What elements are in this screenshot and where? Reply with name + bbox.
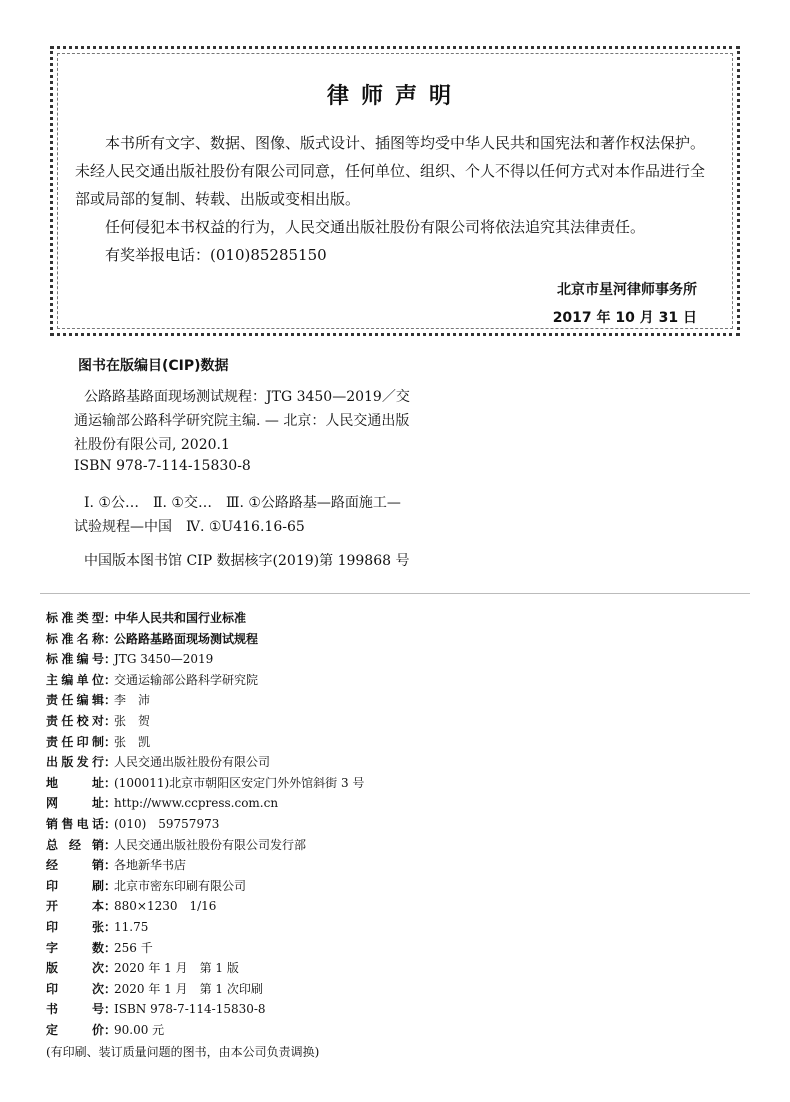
spec-colon: ： — [104, 1022, 117, 1037]
spec-row — [46, 814, 364, 835]
spec-value: 北京市密东印刷有限公司 — [114, 878, 247, 893]
spec-label: 标准名称 — [46, 631, 104, 646]
cip-line: 试验规程—中国 Ⅳ. ①U416.16-65 — [74, 519, 305, 535]
notice-paragraph-1: 本书所有文字、数据、图像、版式设计、插图等均受中华人民共和国宪法和著作权法保护。未经人民交通出版社股份有限公司同意，任何单位、组织、个人不得以任何方式对本作品进行全部或局部的复制、转载、出版或变相出版。 — [75, 134, 706, 208]
quality-footnote: (有印刷、装订质量问题的图书，由本公司负责调换) — [46, 1045, 320, 1059]
spec-value: 交通运输部公路科学研究院 — [114, 672, 259, 687]
spec-value: 公路路基路面现场测试规程 — [114, 631, 259, 646]
spec-row — [46, 999, 364, 1020]
spec-value: http://www.ccpress.com.cn — [114, 796, 279, 811]
spec-label: 标准编号 — [46, 652, 104, 667]
cip-isbn: ISBN 978-7-114-15830-8 — [74, 458, 251, 474]
spec-row — [46, 773, 364, 794]
spec-row — [46, 1020, 364, 1041]
cip-line: Ⅰ. ①公… Ⅱ. ①交… Ⅲ. ①公路路基—路面施工— — [84, 495, 401, 511]
spec-label: 字数 — [46, 940, 104, 955]
spec-label: 印次 — [46, 981, 104, 996]
spec-label: 责任校对 — [46, 713, 104, 728]
spec-colon: ： — [104, 858, 117, 873]
spec-row — [46, 958, 364, 979]
legal-notice-box — [50, 46, 740, 336]
spec-row — [46, 979, 364, 1000]
spec-value: 90.00 元 — [114, 1022, 165, 1037]
section-divider — [40, 593, 750, 594]
spec-value: JTG 3450—2019 — [114, 652, 214, 667]
notice-paragraph-2: 任何侵犯本书权益的行为，人民交通出版社股份有限公司将依法追究其法律责任。 — [105, 218, 646, 236]
spec-row — [46, 855, 364, 876]
spec-value: 人民交通出版社股份有限公司 — [114, 755, 271, 770]
spec-row — [46, 876, 364, 897]
spec-colon: ： — [104, 796, 117, 811]
spec-value: (100011)北京市朝阳区安定门外外馆斜街 3 号 — [114, 775, 365, 790]
spec-value: (010) 59757973 — [114, 816, 220, 831]
spec-label: 出版发行 — [46, 755, 104, 770]
cip-line: 通运输部公路科学研究院主编. — 北京：人民交通出版 — [74, 413, 410, 429]
cip-title: 图书在版编目(CIP)数据 — [78, 358, 229, 374]
spec-value: 256 千 — [114, 940, 153, 955]
spec-colon: ： — [104, 940, 117, 955]
spec-label: 版次 — [46, 961, 104, 976]
spec-value: 中华人民共和国行业标准 — [114, 611, 247, 625]
spec-row — [46, 835, 364, 856]
spec-colon: ： — [104, 961, 117, 976]
spec-value: ISBN 978-7-114-15830-8 — [114, 1002, 266, 1017]
spec-row — [46, 711, 364, 732]
spec-value: 2020 年 1 月 第 1 次印刷 — [114, 981, 263, 996]
spec-row — [46, 690, 364, 711]
spec-label: 主编单位 — [46, 672, 104, 687]
notice-title: 律师声明 — [326, 84, 463, 109]
spec-value: 人民交通出版社股份有限公司发行部 — [114, 837, 307, 852]
spec-colon: ： — [104, 775, 117, 790]
spec-colon: ： — [104, 611, 117, 625]
cip-line: 公路路基路面现场测试规程：JTG 3450—2019／交 — [84, 389, 410, 405]
spec-colon: ： — [104, 672, 117, 687]
spec-value: 李 沛 — [114, 693, 151, 708]
notice-date: 2017 年 10 月 31 日 — [552, 310, 697, 326]
spec-colon: ： — [104, 693, 117, 708]
spec-row — [46, 917, 364, 938]
spec-colon: ： — [104, 734, 117, 749]
notice-paragraph-3: 有奖举报电话：(010)85285150 — [105, 246, 327, 264]
spec-value: 张 凯 — [114, 734, 151, 749]
spec-colon: ： — [104, 837, 117, 852]
spec-row — [46, 752, 364, 773]
spec-label: 地址 — [46, 775, 104, 790]
notice-signature: 北京市星河律师事务所 — [557, 282, 697, 298]
spec-value: 11.75 — [114, 919, 149, 934]
spec-label: 开本 — [46, 899, 104, 914]
spec-row — [46, 793, 364, 814]
publication-spec-list — [46, 608, 364, 1040]
spec-colon: ： — [104, 981, 117, 996]
spec-value: 张 贺 — [114, 713, 151, 728]
spec-label: 责任印制 — [46, 734, 104, 749]
spec-colon: ： — [104, 652, 117, 667]
spec-colon: ： — [104, 631, 117, 646]
spec-row — [46, 629, 364, 650]
spec-row — [46, 896, 364, 917]
spec-colon: ： — [104, 816, 117, 831]
spec-row — [46, 938, 364, 959]
spec-label: 标准类型 — [46, 611, 104, 625]
spec-label: 书号 — [46, 1002, 104, 1017]
spec-label: 责任编辑 — [46, 693, 104, 708]
cip-record-number: 中国版本图书馆 CIP 数据核字(2019)第 199868 号 — [84, 553, 410, 569]
spec-row — [46, 649, 364, 670]
spec-colon: ： — [104, 878, 117, 893]
spec-label: 网址 — [46, 796, 104, 811]
spec-label: 定价 — [46, 1022, 104, 1037]
spec-colon: ： — [104, 713, 117, 728]
spec-row — [46, 732, 364, 753]
spec-label: 经销 — [46, 858, 104, 873]
spec-value: 2020 年 1 月 第 1 版 — [114, 961, 239, 976]
cip-line: 社股份有限公司, 2020.1 — [74, 437, 230, 453]
spec-value: 880×1230 1/16 — [114, 899, 217, 914]
spec-colon: ： — [104, 899, 117, 914]
spec-label: 总经销 — [46, 837, 104, 852]
spec-value: 各地新华书店 — [114, 858, 187, 873]
spec-label: 印刷 — [46, 878, 104, 893]
spec-colon: ： — [104, 919, 117, 934]
spec-label: 印张 — [46, 919, 104, 934]
spec-row — [46, 608, 364, 629]
spec-colon: ： — [104, 755, 117, 770]
spec-row — [46, 670, 364, 691]
spec-label: 销售电话 — [46, 816, 104, 831]
spec-colon: ： — [104, 1002, 117, 1017]
